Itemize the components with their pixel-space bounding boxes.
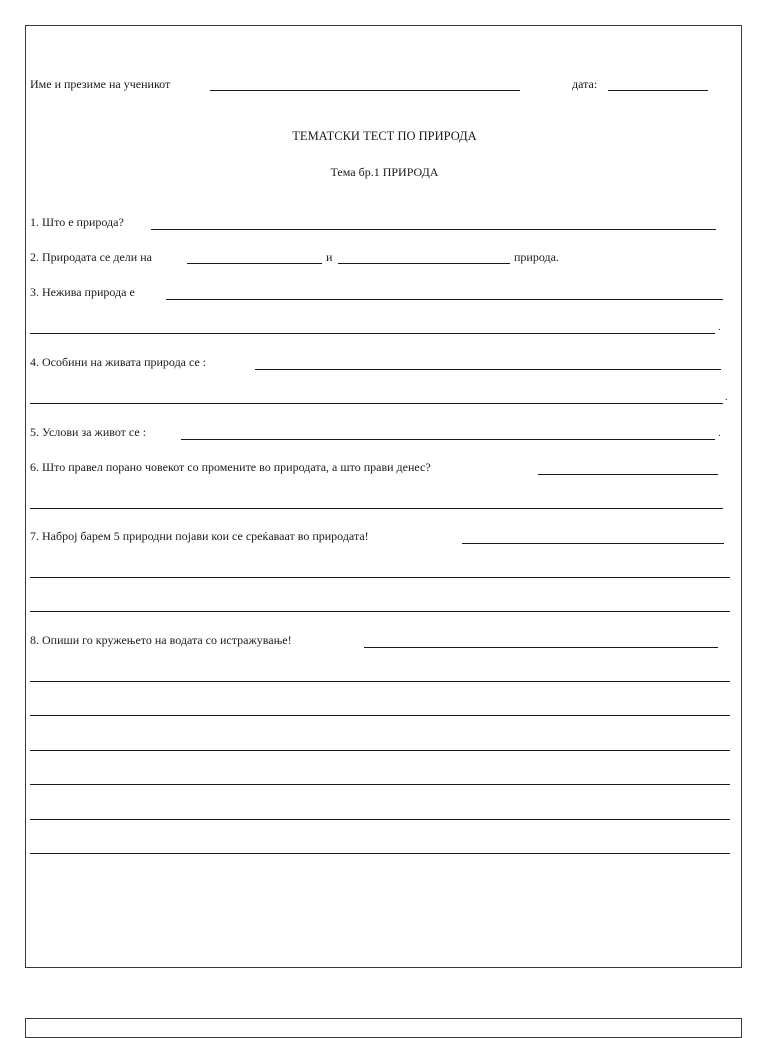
student-name-field[interactable] <box>210 90 520 91</box>
answer-2b-line[interactable] <box>338 263 510 264</box>
answer-7-line[interactable] <box>462 543 724 544</box>
worksheet-page <box>25 25 742 968</box>
answer-8-line-6[interactable] <box>30 819 730 820</box>
answer-2a-line[interactable] <box>187 263 322 264</box>
question-5-label: 5. Услови за живот се : <box>30 425 147 439</box>
question-8-label: 8. Опиши го кружењето на водата со истражување! <box>30 633 292 647</box>
answer-4-line[interactable] <box>255 369 721 370</box>
answer-8-line-5[interactable] <box>30 784 730 785</box>
answer-3-line-2[interactable] <box>30 333 715 334</box>
date-label: дата: <box>572 77 598 91</box>
test-title: ТЕМАТСКИ ТЕСТ ПО ПРИРОДА <box>292 129 477 143</box>
student-name-label: Име и презиме на ученикот <box>30 77 171 91</box>
next-page-edge <box>25 1018 742 1038</box>
answer-6-line-2[interactable] <box>30 508 723 509</box>
answer-7-line-3[interactable] <box>30 611 730 612</box>
answer-4-line-2[interactable] <box>30 403 723 404</box>
question-2-label: 2. Природата се дели на <box>30 250 152 264</box>
question-3-label: 3. Нежива природа е <box>30 285 135 299</box>
answer-3-line[interactable] <box>166 299 723 300</box>
answer-1-line[interactable] <box>151 229 716 230</box>
answer-8-line-3[interactable] <box>30 715 730 716</box>
question-7-label: 7. Наброј барем 5 природни појави кои се среќаваат во природата! <box>30 529 369 543</box>
question-2-ending: природа. <box>514 250 559 264</box>
question-6-label: 6. Што правел порано човекот со промените во природата, а што прави денес? <box>30 460 431 474</box>
question-1-label: 1. Што е природа? <box>30 215 124 229</box>
date-field[interactable] <box>608 90 708 91</box>
answer-7-line-2[interactable] <box>30 577 730 578</box>
question-2-conjunction: и <box>326 250 333 264</box>
answer-8-line-2[interactable] <box>30 681 730 682</box>
dot-5: . <box>718 428 721 439</box>
answer-5-line[interactable] <box>181 439 715 440</box>
dot-3: . <box>718 322 721 333</box>
question-4-label: 4. Особини на живата природа се : <box>30 355 207 369</box>
answer-8-line[interactable] <box>364 647 718 648</box>
answer-8-line-7[interactable] <box>30 853 730 854</box>
dot-4: . <box>725 392 728 403</box>
test-subtitle: Тема бр.1 ПРИРОДА <box>330 165 439 179</box>
answer-8-line-4[interactable] <box>30 750 730 751</box>
answer-6-line[interactable] <box>538 474 718 475</box>
